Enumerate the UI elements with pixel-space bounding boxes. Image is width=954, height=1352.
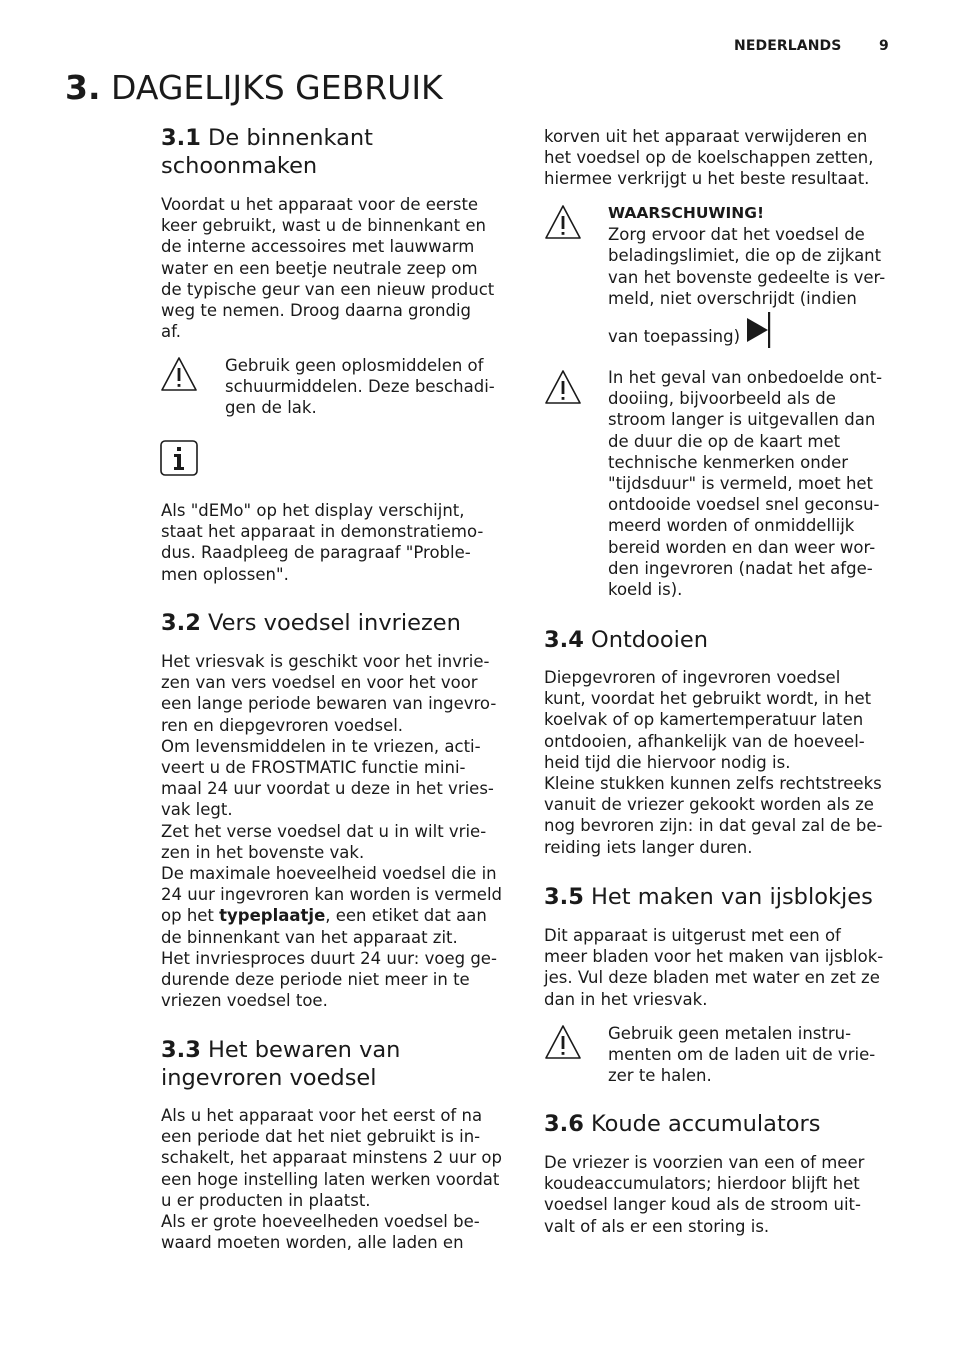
section-3-1-info-text — [161, 500, 483, 585]
section-3-5-warning-text — [608, 1023, 875, 1087]
body-line: valt of als er een storing is. — [544, 1216, 770, 1236]
body-line: af. — [161, 322, 181, 342]
warning-line: meld, niet overschrijdt (indien — [608, 288, 857, 308]
body-line: De vriezer is voorzien van een of meer — [544, 1153, 865, 1172]
warning-line: van het bovenste gedeelte is ver- — [608, 267, 886, 287]
section-3-5-body — [544, 925, 883, 1010]
warning-line: gen de lak. — [225, 398, 317, 418]
body-line: Als er grote hoeveelheden voedsel be- — [161, 1212, 480, 1232]
body-line: het voedsel op de koelschappen zetten, — [544, 148, 874, 168]
section-3-2-body — [161, 651, 502, 1011]
running-header-language: NEDERLANDS — [734, 38, 842, 54]
warning-triangle-icon — [544, 1024, 582, 1060]
warning-line: Gebruik geen oplosmiddelen of — [225, 356, 484, 375]
chapter-title — [65, 68, 443, 108]
body-line: Om levensmiddelen in te vriezen, acti- — [161, 736, 481, 756]
text-run: op het — [161, 906, 220, 926]
warning-line: bereid worden en dan weer wor- — [608, 537, 876, 557]
body-line: koudeaccumulators; hierdoor blijft het — [544, 1174, 860, 1194]
text-run: , een etiket dat aan — [325, 906, 487, 926]
section-title: Koude accumulators — [591, 1111, 821, 1137]
body-line: keer gebruikt, wast u de binnenkant en — [161, 216, 486, 236]
body-line: vriezen voedsel toe. — [161, 991, 328, 1011]
section-3-4-heading — [544, 626, 708, 654]
warning-triangle-icon — [544, 369, 582, 405]
body-line: meer bladen voor het maken van ijsblok- — [544, 947, 884, 967]
body-line: Als u het apparaat voor het eerst of na — [161, 1106, 483, 1125]
body-line: Diepgevroren of ingevroren voedsel — [544, 668, 841, 687]
section-3-5-heading — [544, 883, 873, 911]
body-line: maal 24 uur voordat u deze in het vries- — [161, 779, 494, 799]
warning-line: Gebruik geen metalen instru- — [608, 1024, 852, 1043]
body-line: de interne accessoires met lauwwarm — [161, 237, 475, 257]
load-limit-marker-icon — [746, 311, 774, 349]
warning-triangle-icon — [160, 356, 198, 392]
warning-line: den ingevroren (nadat het afge- — [608, 558, 873, 578]
section-number: 3.5 — [544, 884, 584, 910]
warning-line: van toepassing) — [608, 327, 741, 346]
body-line: Zet het verse voedsel dat u in wilt vrie- — [161, 821, 487, 841]
body-line: een lange periode bewaren van ingevro- — [161, 694, 497, 714]
body-line: voedsel langer koud als de stroom uit- — [544, 1195, 861, 1215]
body-line: heid tijd die hiervoor nodig is. — [544, 752, 791, 772]
section-number: 3.2 — [161, 610, 201, 636]
section-3-3-warning-last-line — [608, 326, 740, 347]
section-3-1-body — [161, 194, 494, 342]
body-line: schakelt, het apparaat minstens 2 uur op — [161, 1148, 502, 1168]
section-title-line-1: Het bewaren van — [208, 1037, 401, 1063]
section-title-line-2: schoonmaken — [161, 153, 318, 179]
warning-line: stroom langer is uitgevallen dan — [608, 410, 876, 430]
section-title: Ontdooien — [591, 627, 708, 653]
warning-triangle-icon — [544, 204, 582, 240]
body-line: veert u de FROSTMATIC functie mini- — [161, 758, 466, 778]
warning-line: meerd worden of onmiddellijk — [608, 516, 855, 536]
body-line: Het vriesvak is geschikt voor het invrie- — [161, 652, 490, 671]
body-line: weg te nemen. Droog daarna grondig — [161, 301, 472, 321]
body-line: Voordat u het apparaat voor de eerste — [161, 195, 479, 214]
body-line: vanuit de vriezer gekookt worden als ze — [544, 795, 874, 815]
body-line: korven uit het apparaat verwijderen en — [544, 127, 868, 146]
info-line: Als "dEMo" op het display verschijnt, — [161, 501, 465, 520]
section-3-6-heading — [544, 1110, 821, 1138]
body-line-with-bold — [161, 905, 502, 926]
body-line: ren en diepgevroren voedsel. — [161, 715, 404, 735]
body-line: ontdooien, afhankelijk van de hoeveel- — [544, 731, 865, 751]
section-3-1-warning-text — [225, 355, 495, 419]
warning-line: technische kenmerken onder — [608, 452, 849, 472]
body-line: reiding iets langer duren. — [544, 837, 753, 857]
section-3-3-body-continued — [544, 126, 874, 190]
warning-line: zer te halen. — [608, 1066, 712, 1086]
body-line: dan in het vriesvak. — [544, 989, 708, 1009]
section-title: Vers voedsel invriezen — [208, 610, 461, 636]
body-line: vak legt. — [161, 800, 233, 820]
section-3-4-body — [544, 667, 883, 858]
section-number: 3.3 — [161, 1037, 201, 1063]
section-3-3-heading — [161, 1036, 400, 1092]
section-number: 3.6 — [544, 1111, 584, 1137]
body-line: hiermee verkrijgt u het beste resultaat. — [544, 169, 870, 189]
body-line: 24 uur ingevroren kan worden is vermeld — [161, 885, 503, 905]
section-title-line-1: De binnenkant — [208, 125, 373, 151]
warning-line: menten om de laden uit de vrie- — [608, 1045, 876, 1065]
warning-line: de duur die op de kaart met — [608, 431, 841, 451]
section-title-line-2: ingevroren voedsel — [161, 1065, 377, 1091]
section-number: 3.1 — [161, 125, 201, 151]
page-number: 9 — [879, 38, 889, 54]
warning-line: In het geval van onbedoelde ont- — [608, 368, 883, 387]
warning-line: dooiing, bijvoorbeeld als de — [608, 389, 836, 409]
body-line: zen in het bovenste vak. — [161, 842, 365, 862]
body-line: nog bevroren zijn: in dat geval zal de be- — [544, 816, 883, 836]
body-line: kunt, voordat het gebruikt wordt, in het — [544, 689, 872, 709]
info-icon — [160, 440, 198, 476]
body-line: jes. Vul deze bladen met water en zet ze — [544, 968, 880, 988]
info-line: staat het apparaat in demonstratiemo- — [161, 522, 484, 542]
section-3-3-body — [161, 1105, 502, 1253]
info-line: dus. Raadpleeg de paragraaf "Proble- — [161, 543, 471, 563]
warning-line: Zorg ervoor dat het voedsel de — [608, 225, 865, 245]
section-3-2-heading — [161, 609, 461, 637]
section-title: Het maken van ijsblokjes — [591, 884, 873, 910]
chapter-title-text: DAGELIJKS GEBRUIK — [111, 68, 443, 107]
body-line: de typische geur van een nieuw product — [161, 279, 495, 299]
body-line: Kleine stukken kunnen zelfs rechtstreeks — [544, 774, 882, 794]
body-line: zen van vers voedsel en voor het voor — [161, 673, 478, 693]
warning-line: koeld is). — [608, 580, 683, 600]
section-3-6-body — [544, 1152, 864, 1237]
section-3-1-heading — [161, 124, 373, 180]
body-line: een hoge instelling laten werken voordat — [161, 1169, 500, 1189]
chapter-number: 3. — [65, 68, 101, 107]
body-line: De maximale hoeveelheid voedsel die in — [161, 864, 497, 884]
bold-term: typeplaatje — [219, 906, 326, 926]
body-line: koelvak of op kamertemperatuur laten — [544, 710, 864, 730]
section-3-3-warning — [608, 203, 885, 309]
body-line: de binnenkant van het apparaat zit. — [161, 927, 458, 947]
body-line: een periode dat het niet gebruikt is in- — [161, 1127, 481, 1147]
warning-line: "tijdsduur" is vermeld, moet het — [608, 474, 874, 494]
body-line: waard moeten worden, alle laden en — [161, 1233, 464, 1253]
body-line: Het invriesproces duurt 24 uur: voeg ge- — [161, 948, 497, 968]
body-line: durende deze periode niet meer in te — [161, 970, 470, 990]
warning-line: ontdooide voedsel snel geconsu- — [608, 495, 880, 515]
body-line: Dit apparaat is uitgerust met een of — [544, 926, 841, 945]
section-number: 3.4 — [544, 627, 584, 653]
body-line: u er producten in plaatst. — [161, 1190, 371, 1210]
body-line: water en een beetje neutrale zeep om — [161, 258, 478, 278]
warning-line: beladingslimiet, die op de zijkant — [608, 246, 882, 266]
info-line: men oplossen". — [161, 564, 289, 584]
section-3-3-warning-2 — [608, 367, 882, 600]
warning-title: WAARSCHUWING! — [608, 204, 765, 222]
warning-line: schuurmiddelen. Deze beschadi- — [225, 377, 495, 397]
